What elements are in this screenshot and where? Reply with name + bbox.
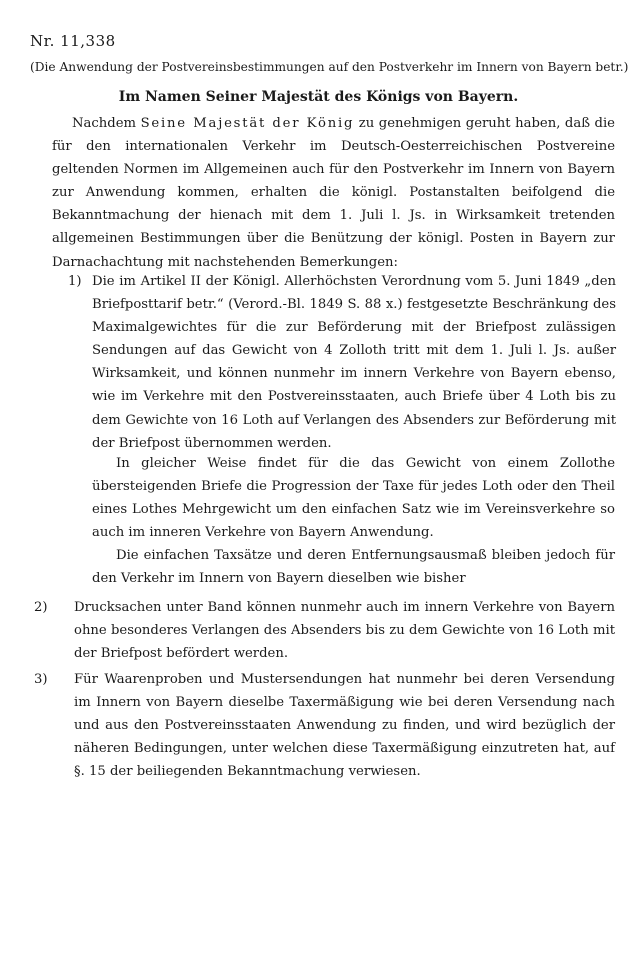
item-text: Für Waarenproben und Mustersendungen hat nunmehr bei deren Versendung im Innern von Bayern dieselbe Taxermäßigung wie bei deren Versendung nach und aus den Postvereinsstaaten Anwendung zu finden, und wird bezüglich der näheren Bedingungen, unter welchen diese Taxermäßigung einzutreten hat, auf §. 15 der beiliegenden Bekanntmachung verwiesen.: [74, 672, 615, 780]
document-subtitle: (Die Anwendung der Postvereinsbestimmungen auf den Postverkehr im Innern von Bayern betr.): [30, 60, 629, 74]
intro-rest: zu genehmigen geruht haben, daß die für den internationalen Verkehr im Deutsch-Oesterreichischen Postvereine geltenden Normen im Allgemeinen auch für den Postverkehr im Innern von Bayern zur Anwendung kommen, erhalten die königl. Postanstalten beifolgend die Bekanntmachung der hienach mit dem 1. Juli l. Js. in Wirksamkeit tretenden allgemeinen Bestimmungen über die Benützung der königl. Posten in Bayern zur Darnachachtung mit nachstehenden Bemerkungen:: [52, 116, 615, 270]
document-number: Nr. 11,338: [30, 32, 116, 50]
document-heading: Im Namen Seiner Majestät des Königs von Bayern.: [118, 89, 519, 105]
item-number: 1): [68, 274, 82, 289]
item-text: Die im Artikel II der Königl. Allerhöchsten Verordnung vom 5. Juni 1849 „den Briefposttarif betr.“ (Verord.-Bl. 1849 S. 88 x.) festgesetzte Beschränkung des Maximalgewichtes für die zur Beförderung mit der Briefpost zulässigen Sendungen auf das Gewicht von 4 Zolloth tritt mit dem 1. Juli l. Js. außer Wirksamkeit, und können nunmehr im innern Verkehre von Bayern ebenso, wie im Verkehre mit den Postvereinsstaaten, auch Briefe über 4 Loth bis zu dem Gewichte von 16 Loth auf Verlangen des Absenders zur Beförderung mit der Briefpost übernommen werden.: [92, 274, 616, 451]
item-paragraph: In gleicher Weise findet für die das Gewicht von einem Zollothe übersteigenden Briefe die Progression der Taxe für jedes Loth oder den Theil eines Lothes Mehrgewicht um den einfachen Satz wie im Vereinsverkehre so auch im inneren Verkehre von Bayern Anwendung.: [92, 456, 615, 541]
intro-spaced-title: Seine Majestät der König: [140, 116, 355, 131]
item-number: 3): [34, 672, 48, 687]
item-text: Drucksachen unter Band können nunmehr auch im innern Verkehre von Bayern ohne besonderes Verlangen des Absenders bis zu dem Gewichte von 16 Loth mit der Briefpost befördert werden.: [74, 600, 615, 662]
item-paragraph: Die einfachen Taxsätze und deren Entfernungsausmaß bleiben jedoch für den Verkehr im Innern von Bayern dieselben wie bisher: [92, 548, 615, 587]
intro-lead: Nachdem: [72, 116, 137, 131]
intro-paragraph: [52, 112, 615, 274]
item-number: 2): [34, 600, 48, 615]
